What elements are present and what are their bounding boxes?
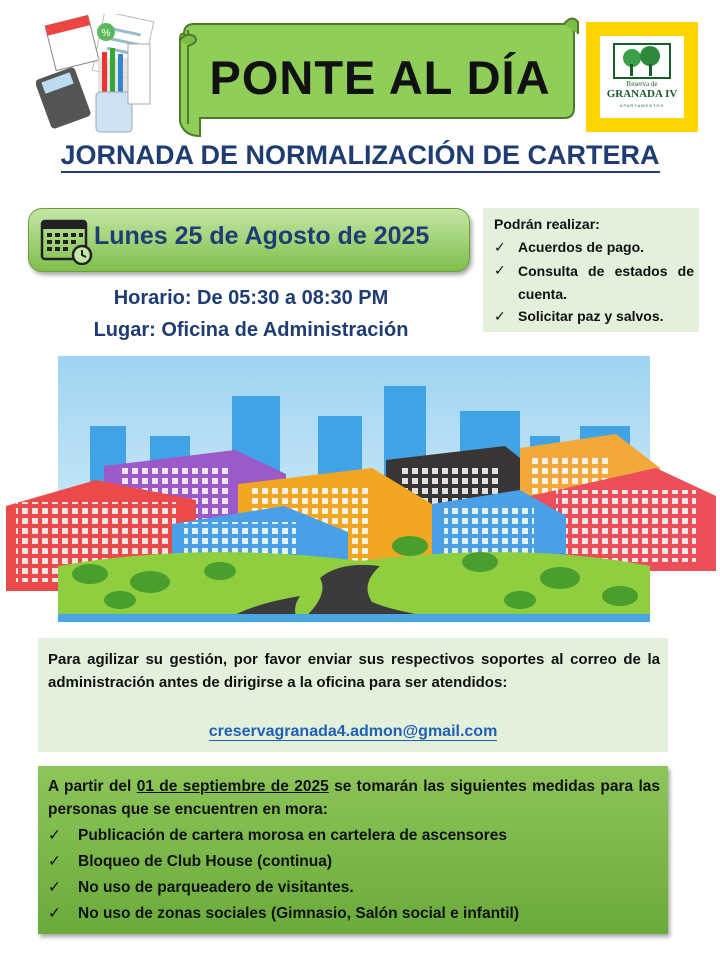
calendar-icon xyxy=(38,215,94,265)
banner-title: PONTE AL DÍA xyxy=(209,50,551,104)
logo-text-line1: Reserva de xyxy=(626,80,658,88)
email-link[interactable]: creservagranada4.admon@gmail.com xyxy=(208,723,498,740)
finance-documents-icon xyxy=(36,14,166,139)
city-illustration xyxy=(0,356,720,632)
support-text: Para agilizar su gestión, por favor enviar sus respectivos soportes al correo de la administración antes de dirigirse a la oficina para ser atendidos: xyxy=(48,651,660,691)
services-item: ✓ Acuerdos de pago. xyxy=(494,239,645,255)
services-title: Podrán realizar: xyxy=(494,216,600,232)
check-icon: ✓ xyxy=(48,879,61,896)
svg-text:%: % xyxy=(101,28,111,39)
event-date: Lunes 25 de Agosto de 2025 xyxy=(94,222,430,250)
measures-item: ✓ Bloqueo de Club House (continua) xyxy=(48,853,333,870)
check-icon: ✓ xyxy=(48,827,61,844)
page-subtitle xyxy=(0,140,720,171)
tree-logo-icon xyxy=(612,42,672,80)
check-icon: ✓ xyxy=(494,239,506,255)
check-icon: ✓ xyxy=(48,905,61,922)
measures-date: 01 de septiembre de 2025 xyxy=(136,778,329,795)
support-email-container xyxy=(38,723,668,741)
check-icon: ✓ xyxy=(494,308,506,324)
measures-item: ✓ No uso de parqueadero de visitantes. xyxy=(48,879,354,896)
measures-intro: A partir del 01 de septiembre de 2025 se tomarán las siguientes medidas para las personas que se encuentren en mora: xyxy=(48,778,660,818)
services-item: ✓ Consulta de estados de cuenta. xyxy=(494,262,694,306)
event-schedule: Horario: De 05:30 a 08:30 PM xyxy=(113,287,389,309)
logo-text-line2: GRANADA IV xyxy=(606,88,678,100)
check-icon: ✓ xyxy=(494,262,506,278)
event-place: Lugar: Oficina de Administración xyxy=(93,319,409,341)
measures-item: ✓ Publicación de cartera morosa en cartelera de ascensores xyxy=(48,827,508,844)
check-icon: ✓ xyxy=(48,853,61,870)
logo-text-line3: APARTAMENTOS xyxy=(619,103,665,108)
subtitle-text: JORNADA DE NORMALIZACIÓN DE CARTERA xyxy=(61,140,660,173)
services-item: ✓ Solicitar paz y salvos. xyxy=(494,308,664,324)
measures-item: ✓ No uso de zonas sociales (Gimnasio, Salón social e infantil) xyxy=(48,905,519,922)
